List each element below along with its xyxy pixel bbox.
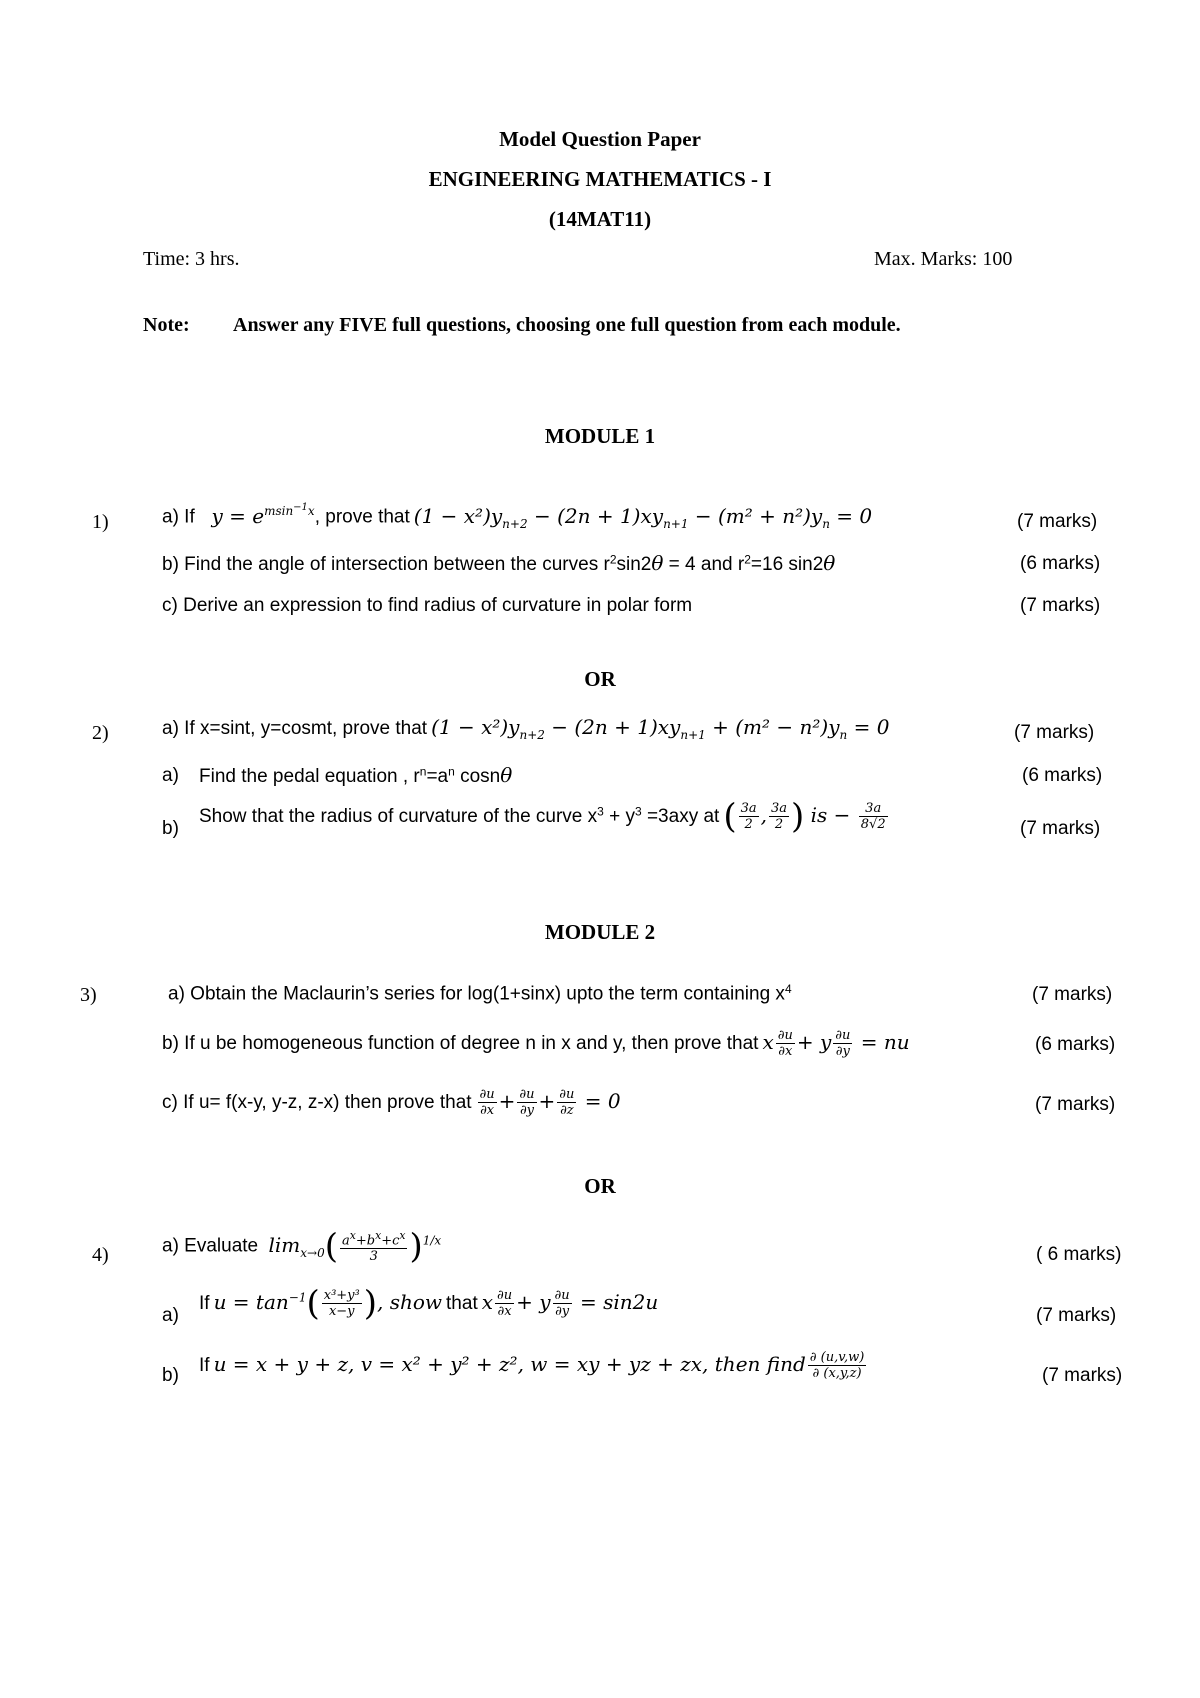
note-text: Answer any FIVE full questions, choosing one full question from each module. xyxy=(233,314,901,336)
question-4c-text: If xyxy=(199,1355,210,1376)
question-4b xyxy=(199,1283,659,1324)
question-2c-mid2: =3axy at xyxy=(641,806,720,827)
or-separator-2: OR xyxy=(584,1174,616,1198)
question-3b-text: b) If u be homogeneous function of degree n in x and y, then prove that xyxy=(162,1033,759,1054)
question-number-1: 1) xyxy=(92,511,109,533)
question-2b-mid: =a xyxy=(426,766,449,787)
question-4b-mid: that xyxy=(446,1293,478,1314)
question-2c-label: b) xyxy=(162,818,179,839)
question-2c-point: ( $\frac{3a}{2}$ , $\frac{3a}{2}$ ) is − $\frac{3a}{8√2}$ xyxy=(723,796,886,837)
question-4b-given: $u = \tan^{-1}$( $\frac{\text{x³+y³}}{x-y}$ ), show xyxy=(213,1283,443,1324)
question-2a-marks: (7 marks) xyxy=(1014,722,1095,743)
question-1b-mid: = 4 and r xyxy=(663,554,745,575)
question-2b-end: cosn xyxy=(454,766,501,787)
question-4b-label: a) xyxy=(162,1305,179,1326)
question-3a-marks: (7 marks) xyxy=(1032,984,1113,1005)
question-3a: a) Obtain the Maclaurin’s series for log(1+sinx) upto the term containing $x^4$ xyxy=(168,982,792,1005)
question-1a-text: a) If xyxy=(162,506,195,528)
question-4c xyxy=(199,1350,868,1381)
question-1b-text: b) Find the angle of intersection between the curves r xyxy=(162,554,610,575)
question-1b-end: =16 sin2 xyxy=(750,554,824,575)
question-2b: Find the pedal equation , $r^n=a^n$ cosnθ xyxy=(199,763,513,787)
subject-title: ENGINEERING MATHEMATICS - I xyxy=(428,167,772,191)
question-1c-text: c) Derive an expression to find radius of curvature in polar form xyxy=(162,595,693,616)
question-2c-marks: (7 marks) xyxy=(1020,818,1101,839)
question-1b: b) Find the angle of intersection between the curves $r^2\sin 2\theta = 4$ and $r^2=16$ sin2θ xyxy=(162,551,836,575)
question-3c-marks: (7 marks) xyxy=(1035,1094,1116,1115)
question-1a-given: $y = e^{msin^{-1}x}$ xyxy=(198,502,315,528)
question-4b-marks: (7 marks) xyxy=(1036,1305,1117,1326)
question-3c-equation: $\frac{\partial u}{\partial x}$ + $\frac{\partial u}{\partial y}$ + $\frac{\partial u}{\partial z}$ = 0 xyxy=(479,1087,621,1118)
question-1c-marks: (7 marks) xyxy=(1020,595,1101,616)
max-marks-label: Max. Marks: 100 xyxy=(874,248,1013,270)
question-1b-marks: (6 marks) xyxy=(1020,553,1101,574)
question-3b xyxy=(162,1028,910,1059)
question-4c-marks: (7 marks) xyxy=(1042,1365,1123,1386)
question-4b-text: If xyxy=(199,1293,210,1314)
question-1a-marks: (7 marks) xyxy=(1017,511,1098,532)
question-4b-equation: x $\frac{\partial u}{\partial x}$ + y $\frac{\partial u}{\partial y}$ = sin2u xyxy=(481,1288,659,1319)
question-2b-label: a) xyxy=(162,765,179,786)
question-number-2: 2) xyxy=(92,722,109,744)
question-1a xyxy=(162,502,872,531)
question-4a-marks: ( 6 marks) xyxy=(1036,1244,1122,1265)
or-separator-1: OR xyxy=(584,667,616,691)
question-2b-text: Find the pedal equation , r xyxy=(199,766,420,787)
question-4c-label: b) xyxy=(162,1365,179,1386)
question-4a xyxy=(162,1226,442,1267)
question-2c-mid1: + y xyxy=(603,806,635,827)
paper-title: Model Question Paper xyxy=(499,127,701,151)
question-2b-marks: (6 marks) xyxy=(1022,765,1103,786)
question-1b-sin: sin2 xyxy=(616,554,652,575)
question-3a-text: a) Obtain the Maclaurin’s series for log(1+sinx) upto the term containing x xyxy=(168,983,785,1005)
question-4a-limit: $\lim_{x\to 0}$( $\frac{a^x+b^x+c^x}{3}$ )$^{1/x}$ xyxy=(262,1226,442,1267)
module-1-title: MODULE 1 xyxy=(544,424,656,448)
question-number-4: 4) xyxy=(92,1244,109,1266)
module-2-title: MODULE 2 xyxy=(544,920,656,944)
question-2c: Show that the radius of curvature of the curve $x^3 + y^3 =3axy$ at ( $\frac{3a}{2}$ , $\frac{3a}{2}$ ) is − $\frac{3a}{8√2}$ xyxy=(199,801,890,832)
question-3b-marks: (6 marks) xyxy=(1035,1034,1116,1055)
question-3c xyxy=(162,1087,621,1118)
question-2a-equation: $(1 - x^2)y_{n+2} - (2n + 1)xy_{n+1} + (m^2 - n^2)y_n = 0$ xyxy=(431,715,890,742)
question-4c-equation: u = x + y + z, v = x² + y² + z², w = xy + yz + zx, then find $\frac{\partial (u,v,w)}{\partial (x,y,z)}$ xyxy=(213,1350,865,1381)
question-1a-equation: $(1 - x^2)y_{n+2} - (2n + 1)xy_{n+1} - (m^2 + n^2)y_n = 0$ xyxy=(413,503,873,531)
note-label: Note: xyxy=(143,314,190,336)
question-3c-text: c) If u= f(x-y, y-z, z-x) then prove that xyxy=(162,1092,472,1113)
question-2a-text: a) If x=sint, y=cosmt, prove that xyxy=(162,718,428,739)
question-number-3: 3) xyxy=(80,984,97,1006)
time-label: Time: 3 hrs. xyxy=(143,248,240,270)
subject-code: (14MAT11) xyxy=(548,207,652,231)
question-3b-equation: x $\frac{\partial u}{\partial x}$ + y $\frac{\partial u}{\partial y}$ = nu xyxy=(762,1028,910,1059)
question-4a-text: a) Evaluate xyxy=(162,1235,259,1257)
question-2c-text: Show that the radius of curvature of the curve x xyxy=(199,806,598,827)
question-1a-mid: , prove that xyxy=(314,506,410,528)
question-2a xyxy=(162,715,889,742)
